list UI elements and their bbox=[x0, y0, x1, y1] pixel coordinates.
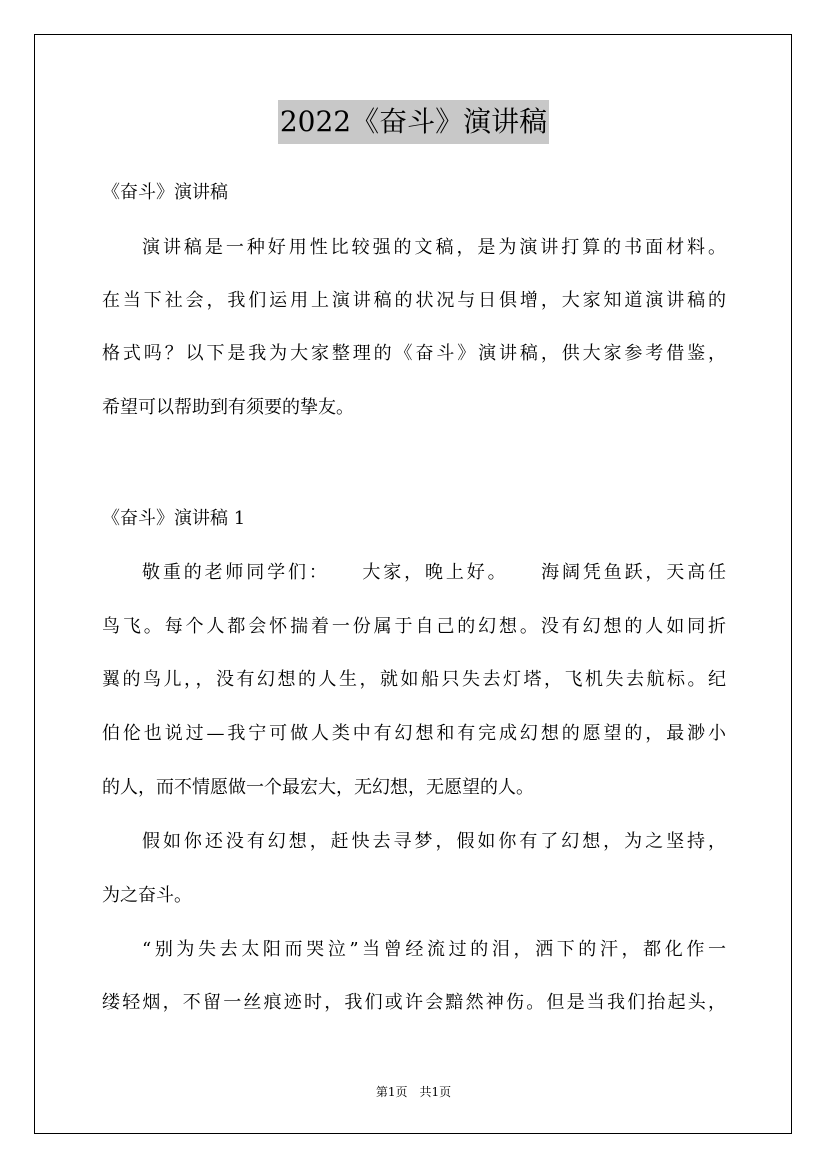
body-line: 的人，而不情愿做一个最宏大，无幻想，无愿望的人。 bbox=[102, 777, 534, 798]
body-line: 鸟飞。每个人都会怀揣着一份属于自己的幻想。没有幻想的人如同折 bbox=[102, 616, 726, 637]
title-container bbox=[0, 100, 827, 144]
page-footer: 第1页 共1页 bbox=[375, 1085, 452, 1099]
body-line: “别为失去太阳而哭泣”当曾经流过的泪，洒下的汗，都化作一 bbox=[142, 939, 726, 960]
subtitle: 《奋斗》演讲稿 bbox=[102, 182, 228, 203]
body-line: 为之奋斗。 bbox=[102, 885, 192, 906]
intro-line: 格式吗？以下是我为大家整理的《奋斗》演讲稿，供大家参考借鉴， bbox=[102, 343, 726, 364]
section-heading: 《奋斗》演讲稿 1 bbox=[102, 508, 246, 529]
body-line: 假如你还没有幻想，赶快去寻梦，假如你有了幻想，为之坚持， bbox=[142, 831, 726, 852]
body-line: 翼的鸟儿，，没有幻想的人生，就如船只失去灯塔，飞机失去航标。纪 bbox=[102, 669, 726, 690]
intro-line: 在当下社会，我们运用上演讲稿的状况与日俱增，大家知道演讲稿的 bbox=[102, 290, 726, 311]
body-line: 缕轻烟，不留一丝痕迹时，我们或许会黯然神伤。但是当我们抬起头， bbox=[102, 992, 726, 1013]
document-title: 2022《奋斗》演讲稿 bbox=[278, 100, 549, 144]
intro-line: 演讲稿是一种好用性比较强的文稿，是为演讲打算的书面材料。 bbox=[142, 237, 726, 258]
intro-line: 希望可以帮助到有须要的挚友。 bbox=[102, 397, 354, 418]
body-line: 敬重的老师同学们： 大家，晚上好。 海阔凭鱼跃，天高任 bbox=[142, 562, 726, 583]
body-line: 伯伦也说过—我宁可做人类中有幻想和有完成幻想的愿望的，最渺小 bbox=[102, 723, 726, 744]
